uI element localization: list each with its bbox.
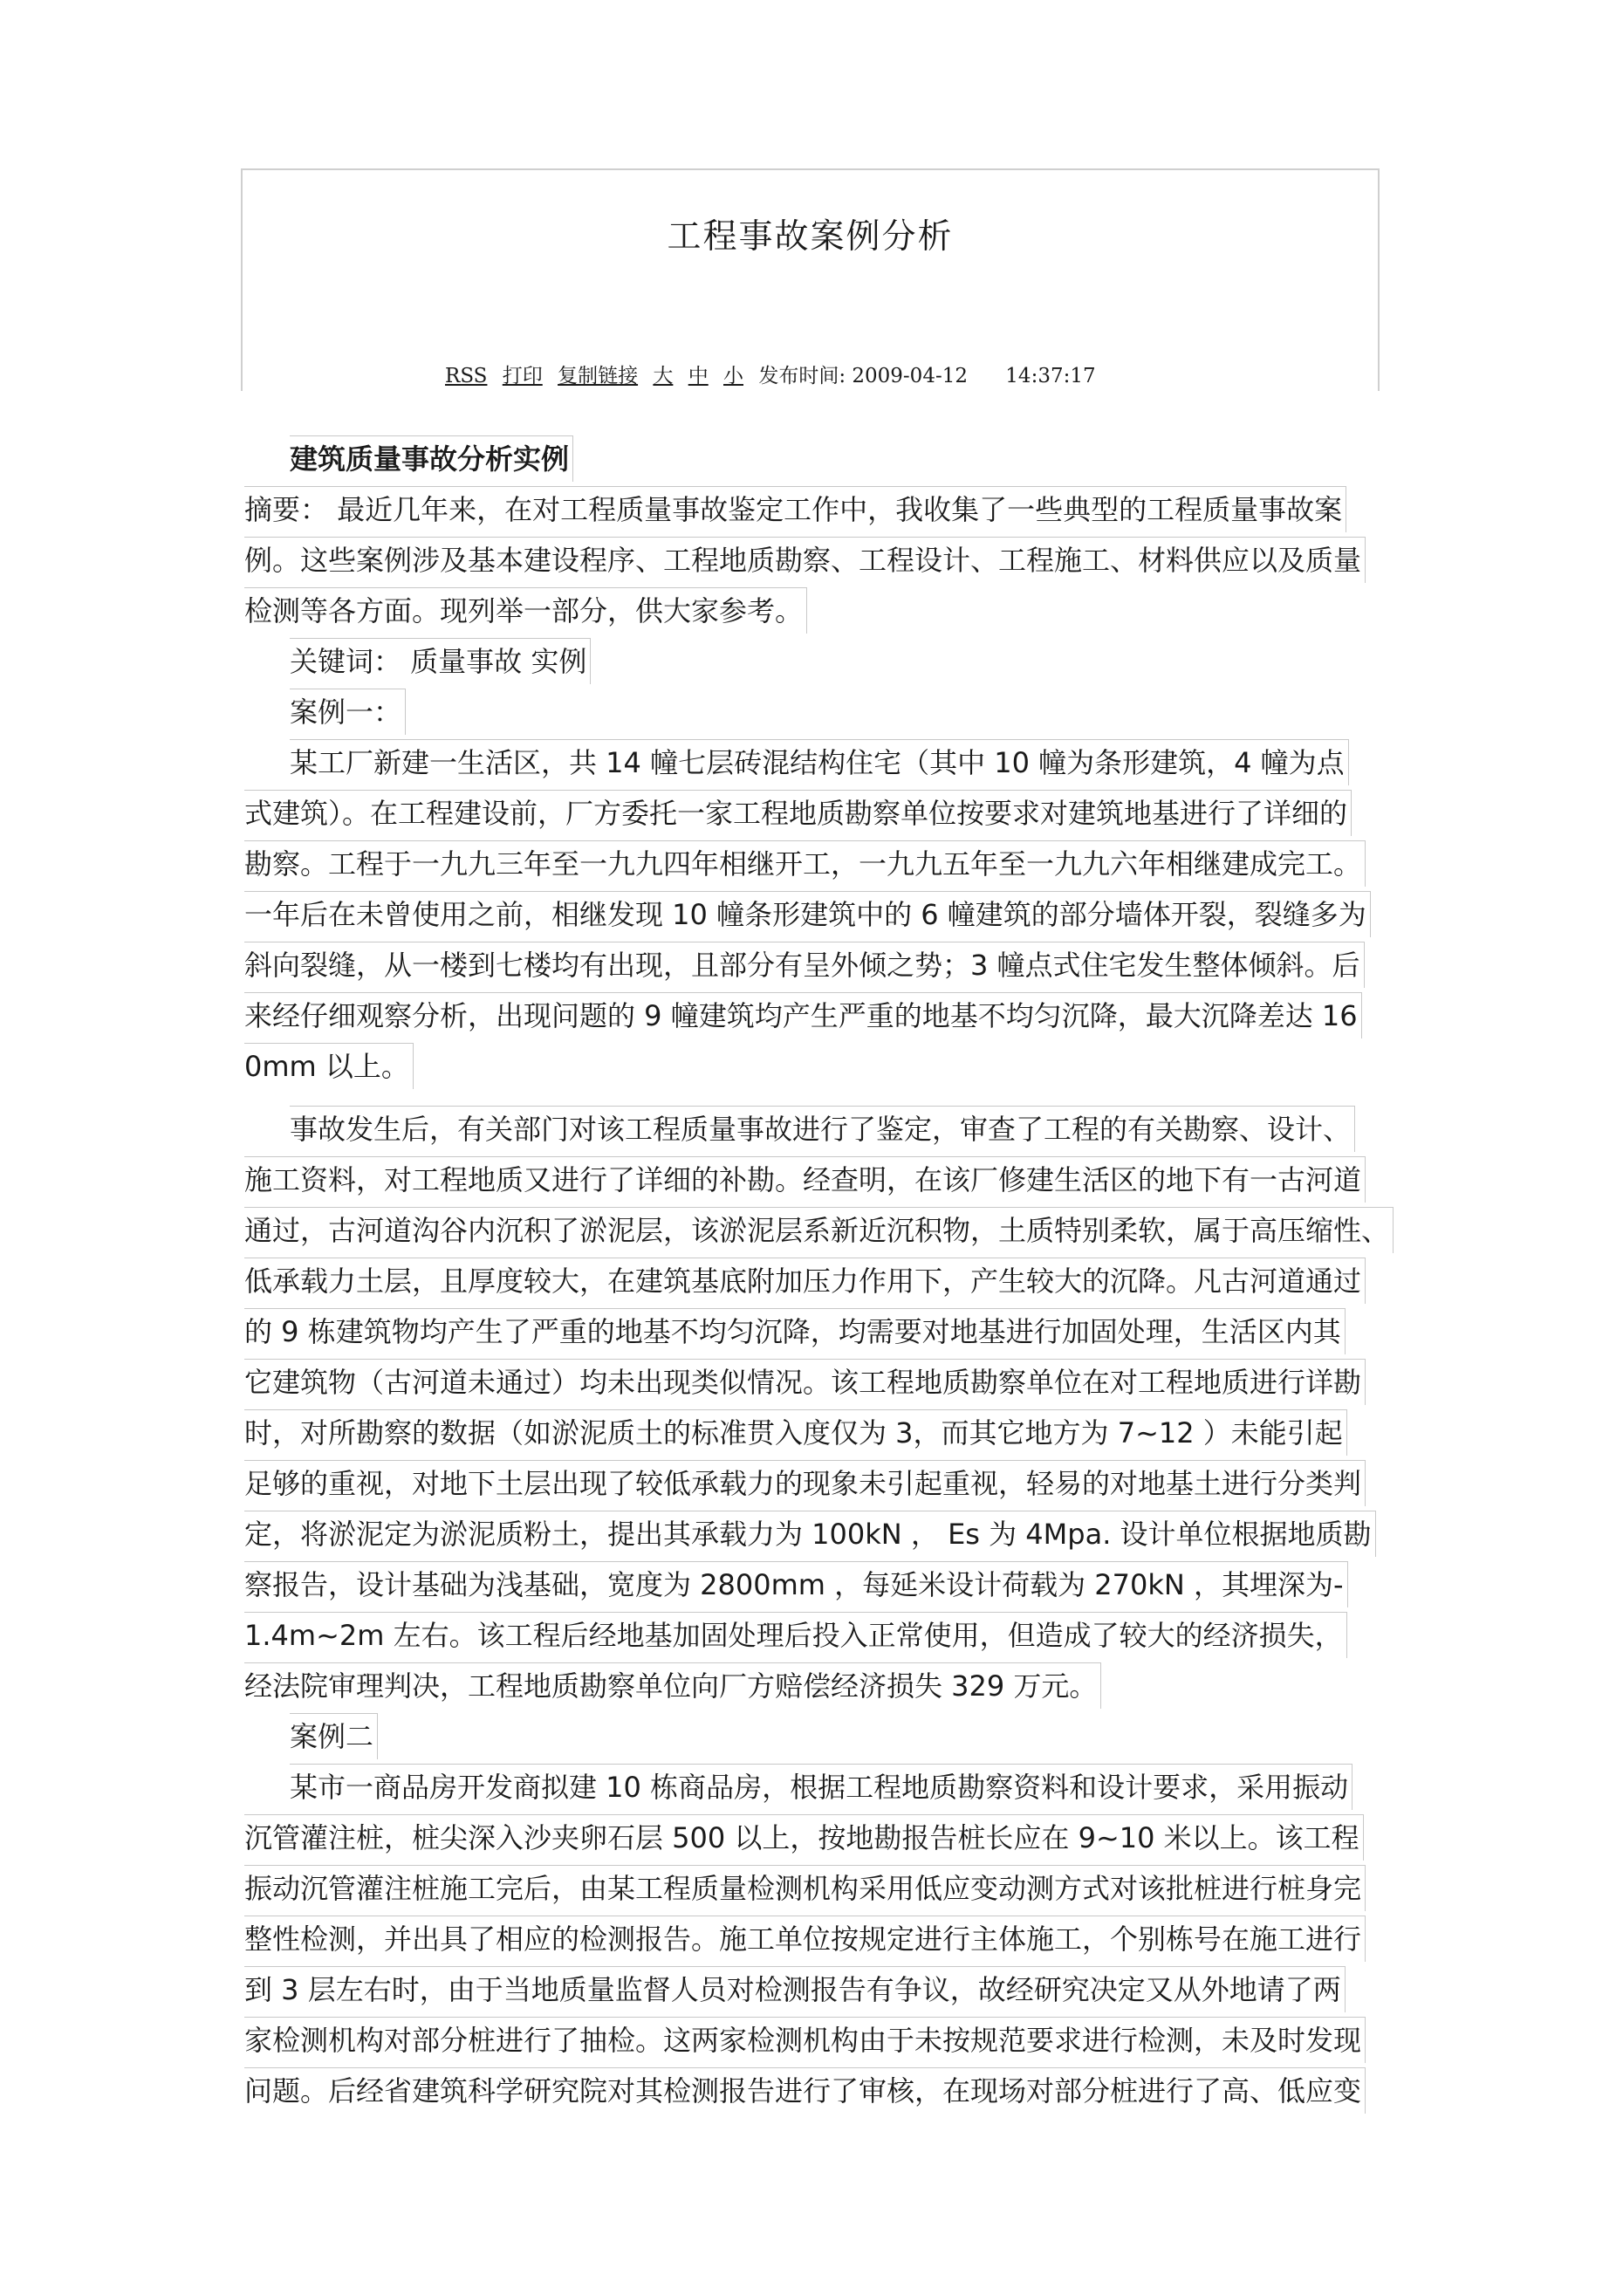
text-line-content: 1.4m~2m 左右。该工程后经地基加固处理后投入正常使用，但造成了较大的经济损失，: [244, 1612, 1347, 1658]
text-line-content: 0mm 以上。: [244, 1043, 414, 1089]
text-line-content: 它建筑物（古河道未通过）均未出现类似情况。该工程地质勘察单位在对工程地质进行详勘: [244, 1359, 1366, 1405]
font-size-large-link[interactable]: 大: [653, 365, 674, 387]
text-line-content: 家检测机构对部分桩进行了抽检。这两家检测机构由于未按规范要求进行检测，未及时发现: [244, 2017, 1366, 2063]
article-body: [244, 434, 1414, 2116]
text-line: [244, 1610, 1414, 1661]
text-line: [244, 2066, 1414, 2116]
text-line-content: 低承载力土层，且厚度较大，在建筑基底附加压力作用下，产生较大的沉降。凡古河道通过: [244, 1258, 1366, 1304]
text-line: [244, 889, 1414, 940]
text-line-content: 足够的重视，对地下土层出现了较低承载力的现象未引起重视，轻易的对地基土进行分类判: [244, 1460, 1366, 1506]
text-line: [244, 535, 1414, 586]
text-line-content: 定，将淤泥定为淤泥质粉土，提出其承载力为 100kN ， Es 为 4Mpa. 设计单位根据地质勘: [244, 1511, 1376, 1557]
text-line: [244, 1711, 1414, 1762]
text-line-content: 检测等各方面。现列举一部分，供大家参考。: [244, 587, 807, 634]
text-line: [244, 1458, 1414, 1509]
text-line-content: 一年后在未曾使用之前，相继发现 10 幢条形建筑中的 6 幢建筑的部分墙体开裂，裂缝多为: [244, 891, 1371, 937]
text-line: [244, 687, 1414, 737]
text-line-content: 某市一商品房开发商拟建 10 栋商品房，根据工程地质勘察资料和设计要求，采用振动: [290, 1764, 1352, 1810]
text-line: [244, 1964, 1414, 2015]
text-line: [244, 2015, 1414, 2066]
text-line: [244, 636, 1414, 687]
text-line-content: 建筑质量事故分析实例: [290, 435, 573, 482]
article-meta-bar: [445, 360, 1096, 388]
text-line: [244, 586, 1414, 636]
text-line: [244, 1155, 1414, 1205]
text-line: [244, 1104, 1414, 1155]
text-line-content: 经法院审理判决，工程地质勘察单位向厂方赔偿经济损失 329 万元。: [244, 1662, 1101, 1709]
text-line-content: 式建筑）。在工程建设前，厂方委托一家工程地质勘察单位按要求对建筑地基进行了详细的: [244, 790, 1352, 836]
text-line: [244, 1408, 1414, 1458]
text-line: [244, 484, 1414, 535]
font-size-medium-link[interactable]: 中: [688, 365, 709, 387]
text-line-content: 勘察。工程于一九九三年至一九九四年相继开工，一九九五年至一九九六年相继建成完工。: [244, 840, 1366, 887]
text-line: [244, 788, 1414, 839]
page-title: 工程事故案例分析: [667, 217, 954, 257]
paragraph-gap: [244, 1092, 1414, 1104]
text-line-content: 来经仔细观察分析，出现问题的 9 幢建筑均产生严重的地基不均匀沉降，最大沉降差达 16: [244, 992, 1362, 1038]
text-line-content: 案例一：: [290, 689, 406, 735]
copy-link-link[interactable]: 复制链接: [558, 365, 639, 387]
text-line-content: 事故发生后，有关部门对该工程质量事故进行了鉴定，审查了工程的有关勘察、设计、: [290, 1106, 1355, 1152]
text-line-content: 沉管灌注桩，桩尖深入沙夹卵石层 500 以上，按地勘报告桩长应在 9~10 米以上。该工程: [244, 1814, 1364, 1861]
text-line-content: 整性检测，并出具了相应的检测报告。施工单位按规定进行主体施工，个别栋号在施工进行: [244, 1916, 1366, 1962]
text-line: [244, 1306, 1414, 1357]
text-line: [244, 737, 1414, 788]
text-line: [244, 1041, 1414, 1092]
text-line: [244, 1813, 1414, 1863]
text-line: [244, 990, 1414, 1041]
text-line-content: 斜向裂缝，从一楼到七楼均有出现，且部分有呈外倾之势；3 幢点式住宅发生整体倾斜。后: [244, 942, 1365, 988]
text-line: [244, 1357, 1414, 1408]
publish-label: 发布时间:: [758, 365, 846, 387]
article-header-frame: [241, 168, 1380, 391]
text-line-content: 察报告，设计基础为浅基础，宽度为 2800mm ，每延米设计荷载为 270kN ，其埋深为-: [244, 1561, 1348, 1607]
text-line-content: 的 9 栋建筑物均产生了严重的地基不均匀沉降，均需要对地基进行加固处理，生活区内其: [244, 1308, 1346, 1354]
text-line: [244, 1863, 1414, 1914]
text-line-content: 施工资料，对工程地质又进行了详细的补勘。经查明，在该厂修建生活区的地下有一古河道: [244, 1156, 1366, 1203]
text-line: [244, 1914, 1414, 1964]
text-line: [244, 1762, 1414, 1813]
text-line-content: 问题。后经省建筑科学研究院对其检测报告进行了审核，在现场对部分桩进行了高、低应变: [244, 2067, 1366, 2114]
text-line-content: 例。这些案例涉及基本建设程序、工程地质勘察、工程设计、工程施工、材料供应以及质量: [244, 537, 1366, 583]
text-line-content: 到 3 层左右时，由于当地质量监督人员对检测报告有争议，故经研究决定又从外地请了两: [244, 1966, 1346, 2012]
text-line: [244, 1661, 1414, 1711]
publish-date: 2009-04-12: [852, 365, 968, 387]
text-line-content: 通过，古河道沟谷内沉积了淤泥层，该淤泥层系新近沉积物，土质特别柔软，属于高压缩性、: [244, 1207, 1394, 1253]
text-line-content: 摘要： 最近几年来，在对工程质量事故鉴定工作中，我收集了一些典型的工程质量事故案: [244, 486, 1346, 532]
text-line-content: 案例二: [290, 1713, 378, 1759]
text-line: [244, 1205, 1414, 1256]
text-line-content: 振动沉管灌注桩施工完后，由某工程质量检测机构采用低应变动测方式对该批桩进行桩身完: [244, 1865, 1366, 1911]
text-line-content: 时，对所勘察的数据（如淤泥质土的标准贯入度仅为 3，而其它地方为 7~12 ）未能引起: [244, 1409, 1347, 1456]
rss-link[interactable]: RSS: [445, 365, 488, 387]
section-heading: [244, 434, 1414, 484]
text-line: [244, 1256, 1414, 1306]
print-link[interactable]: 打印: [502, 365, 543, 387]
text-line-content: 关键词： 质量事故 实例: [290, 638, 591, 684]
text-line: [244, 940, 1414, 990]
font-size-small-link[interactable]: 小: [723, 365, 743, 387]
publish-time: 14:37:17: [1005, 365, 1096, 387]
text-line: [244, 1509, 1414, 1559]
text-line-content: 某工厂新建一生活区，共 14 幢七层砖混结构住宅（其中 10 幢为条形建筑，4 幢为点: [290, 739, 1349, 785]
text-line: [244, 839, 1414, 889]
text-line: [244, 1559, 1414, 1610]
